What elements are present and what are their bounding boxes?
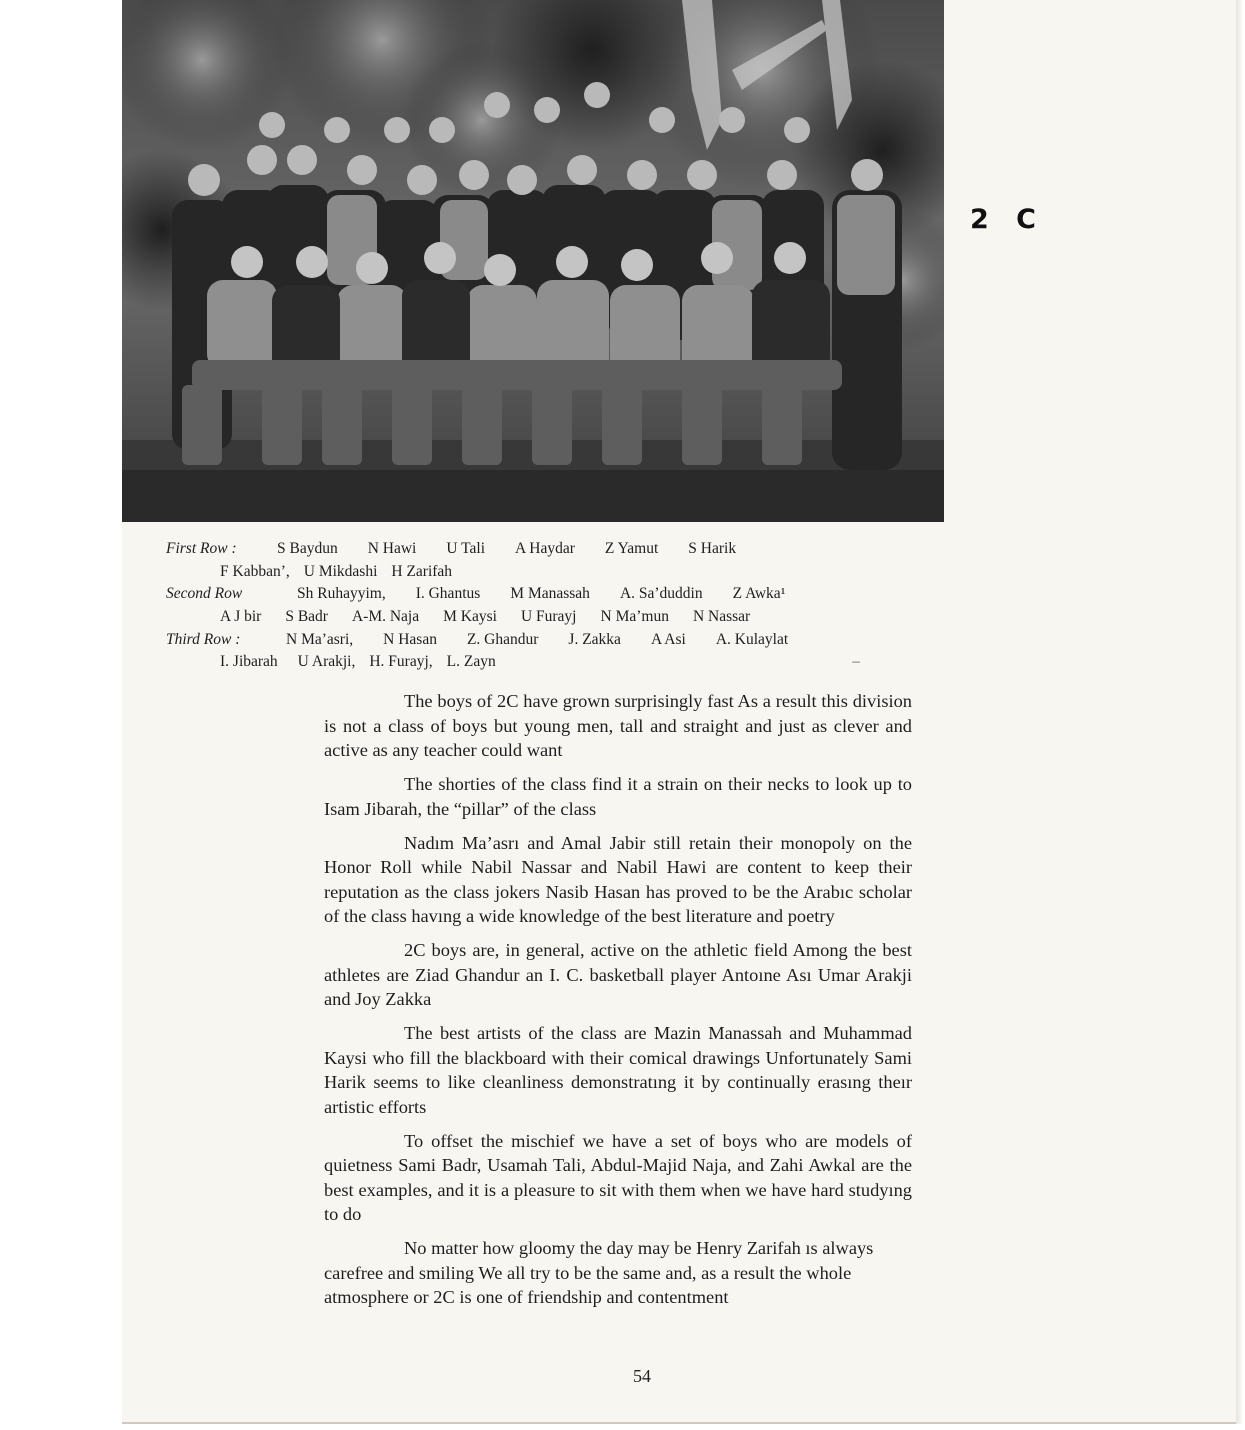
student-name: Z. Ghandur [466, 630, 539, 648]
article-paragraph: To offset the mischief we have a set of boys who are models of quietness Sami Badr, Usamah Tali, Abdul-Majid Naja, and Zahi Awkal are the best examples, and it is a pleasure to sit with them when we have hard studyıng to do [324, 1130, 912, 1224]
student-name: L. Zayn [446, 653, 496, 671]
student-name: A Haydar [515, 540, 575, 557]
third-row-line-2 [166, 651, 896, 674]
student-name: A Asi [650, 630, 686, 648]
name-caption [166, 538, 896, 674]
student-name: I. Ghantus [415, 585, 481, 603]
second-row-label: Second Row [166, 585, 243, 603]
student-name: A. Kulaylat [715, 630, 789, 648]
first-row-label: First Row : [166, 540, 237, 557]
student-name: A-M. Naja [351, 608, 420, 626]
page-edge [1236, 0, 1242, 1424]
student-name: N Hasan [383, 630, 437, 648]
first-row-line-1 [166, 538, 896, 561]
student-name: S Harik [688, 540, 737, 557]
section-title: 2 C [970, 204, 1046, 235]
article-paragraph: Nadım Ma’asrı and Amal Jabir still retain their monopoly on the Honor Roll while Nabil Nassar and Nabil Hawi are content to keep their reputation as the class jokers Nasib Hasan has proved to be the Arabıc scholar of the class havıng a wide knowledge of the best literature and poetry [324, 832, 912, 926]
student-name: H. Furayj, [369, 653, 433, 671]
second-row-line-1 [166, 583, 896, 606]
article-paragraph: The boys of 2C have grown surprisingly fast As a result this division is not a class of boys but young men, tall and straight and just as clever and active as any teacher could want [324, 691, 912, 760]
trailing-mark: – [852, 653, 860, 671]
student-name: A J bir [220, 608, 262, 626]
first-row-line-2 [166, 561, 896, 584]
student-name: H Zarifah [391, 562, 453, 580]
student-name: I. Jibarah [220, 653, 278, 671]
student-name: M Manassah [510, 585, 590, 603]
article-paragraph: The shorties of the class find it a strain on their necks to look up to Isam Jibarah, the “pillar” of the class [324, 774, 912, 819]
student-name: N Nassar [692, 608, 751, 626]
class-group-photo [122, 0, 944, 522]
student-name: A. Sa’duddin [619, 585, 703, 603]
student-name: S Badr [285, 608, 328, 626]
student-name: N Hawi [367, 540, 417, 557]
student-name: M Kaysi [443, 608, 497, 626]
class-article [324, 689, 912, 1319]
third-row-label: Third Row : [166, 630, 241, 648]
student-name: S Baydun [277, 540, 338, 557]
student-name: U Arakji, [297, 653, 356, 671]
second-row-line-2 [166, 606, 896, 629]
class-photo-image [122, 0, 944, 522]
student-name: N Ma’asri, [286, 630, 354, 648]
student-name: U Tali [446, 540, 486, 557]
student-name: Z Awka¹ [732, 585, 786, 603]
student-name: Z Yamut [604, 540, 659, 557]
third-row-line-1 [166, 629, 896, 652]
student-name: U Mikdashi [303, 562, 378, 580]
page-number: 54 [633, 1366, 651, 1386]
student-name: Sh Ruhayyim, [297, 585, 386, 603]
article-paragraph: No matter how gloomy the day may be Henry Zarifah ıs always carefree and smiling We all try to be the same and, as a result the whole atmosphere or 2C is one of friendship and contentment [324, 1238, 874, 1307]
student-name: F Kabban’, [220, 562, 290, 580]
article-paragraph: 2C boys are, in general, active on the athletic field Among the best athletes are Ziad Ghandur an I. C. basketball player Antoıne Ası Umar Arakji and Joy Zakka [324, 940, 912, 1009]
article-paragraph: The best artists of the class are Mazin Manassah and Muhammad Kaysi who fill the blackboard with their comical drawings Unfortunately Sami Harik seems to like cleanliness demonstratıng it by continually erasıng theır artistic efforts [324, 1023, 912, 1117]
student-name: J. Zakka [568, 630, 621, 648]
student-name: N Ma’mun [600, 608, 669, 626]
student-name: U Furayj [520, 608, 577, 626]
